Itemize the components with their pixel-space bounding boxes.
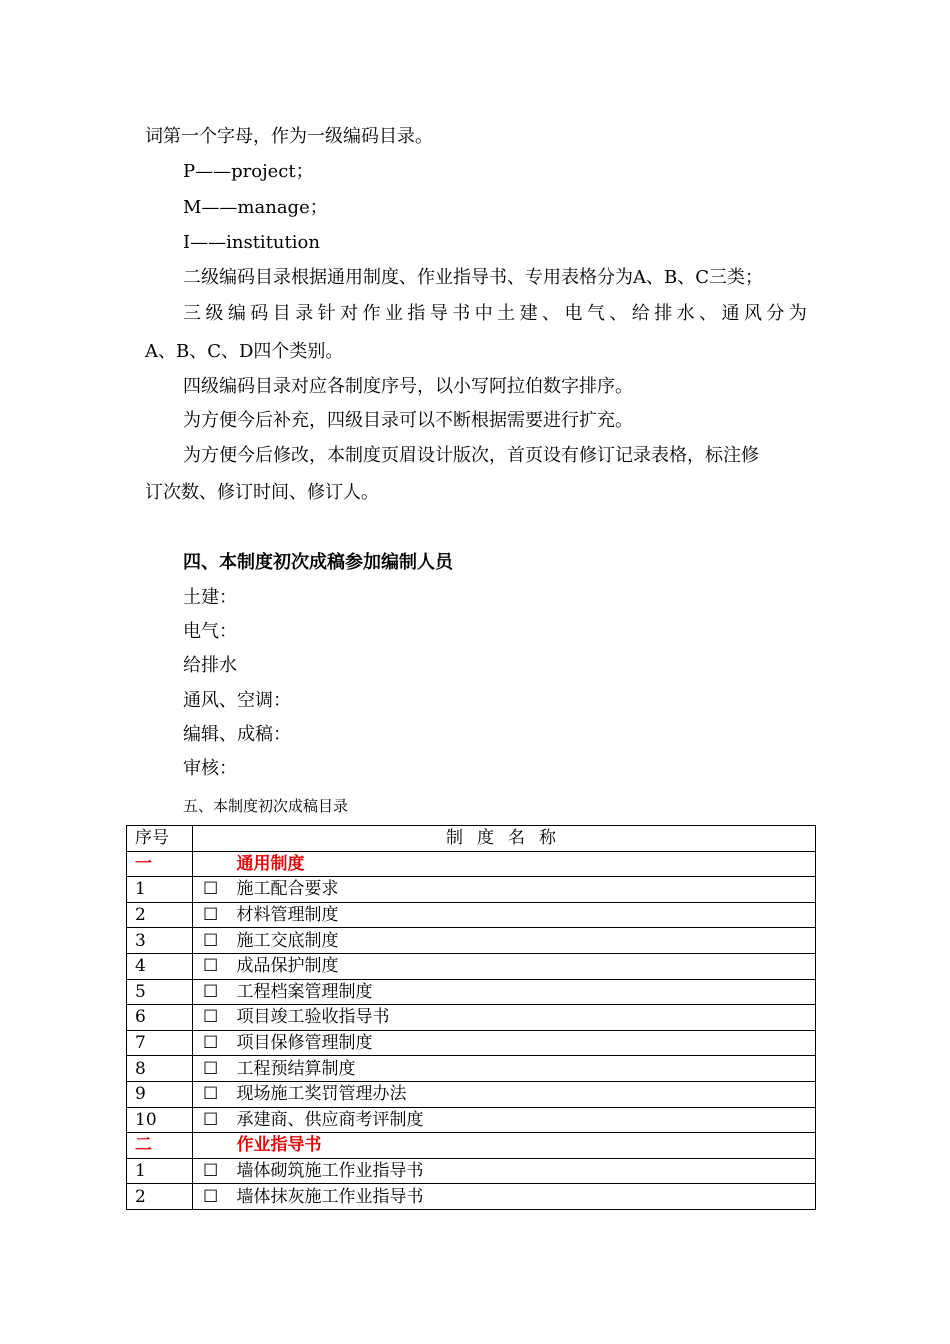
- paragraph-line: 四级编码目录对应各制度序号，以小写阿拉伯数字排序。: [183, 376, 633, 397]
- checkbox-icon: ☐: [203, 956, 219, 977]
- justified-char: 编: [227, 303, 246, 324]
- justified-char: 给: [631, 303, 650, 324]
- checkbox-cell: [193, 1184, 229, 1210]
- table-row: [127, 902, 816, 928]
- checkbox-icon: ☐: [203, 905, 219, 926]
- checkbox-cell: [193, 902, 229, 928]
- item-name: 项目竣工验收指导书: [229, 1005, 816, 1031]
- paragraph-line: 为方便今后修改，本制度页眉设计版次，首页设有修订记录表格，标注修: [183, 445, 759, 466]
- table-row: [127, 1107, 816, 1133]
- item-name: 项目保修管理制度: [229, 1030, 816, 1056]
- category-row: [127, 1133, 816, 1159]
- paragraph-line: 词第一个字母，作为一级编码目录。: [145, 126, 433, 147]
- justified-char: 水: [676, 303, 695, 324]
- checkbox-cell: [193, 979, 229, 1005]
- category-name: 作业指导书: [229, 1133, 816, 1159]
- item-name: 承建商、供应商考评制度: [229, 1107, 816, 1133]
- contributor-label: 给排水: [183, 655, 237, 676]
- row-number: 8: [127, 1056, 193, 1082]
- checkbox-icon: ☐: [203, 879, 219, 900]
- row-number: 一: [127, 851, 193, 877]
- checkbox-cell: [193, 1030, 229, 1056]
- table-header-row: [127, 826, 816, 852]
- justified-char: 土: [497, 303, 516, 324]
- justified-char: 、: [609, 303, 628, 324]
- justified-char: 导: [429, 303, 448, 324]
- justified-char: 码: [250, 303, 269, 324]
- row-number: 2: [127, 1184, 193, 1210]
- table-row: [127, 1081, 816, 1107]
- checkbox-cell: [193, 1005, 229, 1031]
- checkbox-icon: ☐: [203, 1084, 219, 1105]
- row-number: 1: [127, 1158, 193, 1184]
- item-name: 工程档案管理制度: [229, 979, 816, 1005]
- table-row: [127, 1030, 816, 1056]
- checkbox-icon: ☐: [203, 1058, 219, 1079]
- justified-char: 电: [564, 303, 583, 324]
- justified-char: 风: [743, 303, 762, 324]
- checkbox-cell: [193, 877, 229, 903]
- justified-char: 作: [362, 303, 381, 324]
- table-row: [127, 1158, 816, 1184]
- checkbox-icon: ☐: [203, 981, 219, 1002]
- section-heading: 四、本制度初次成稿参加编制人员: [183, 552, 453, 573]
- justified-char: 针: [317, 303, 336, 324]
- justified-char: 排: [654, 303, 673, 324]
- table-row: [127, 953, 816, 979]
- table-row: [127, 877, 816, 903]
- contributor-label: 编辑、成稿：: [183, 724, 291, 745]
- paragraph-line: I——institution: [183, 232, 320, 253]
- checkbox-icon: ☐: [203, 1109, 219, 1130]
- category-row: [127, 851, 816, 877]
- checkbox-icon: ☐: [203, 1186, 219, 1207]
- item-name: 材料管理制度: [229, 902, 816, 928]
- justified-char: 为: [788, 303, 807, 324]
- contributor-label: 通风、空调：: [183, 690, 291, 711]
- paragraph-line: P——project；: [183, 161, 314, 182]
- justified-char: 对: [340, 303, 359, 324]
- table-row: [127, 979, 816, 1005]
- checkbox-cell: [193, 851, 229, 877]
- justified-char: 三: [183, 303, 201, 324]
- checkbox-cell: [193, 1133, 229, 1159]
- row-number: 5: [127, 979, 193, 1005]
- toc-table: [126, 825, 816, 1210]
- item-name: 墙体抹灰施工作业指导书: [229, 1184, 816, 1210]
- header-name: 制度名称: [193, 826, 816, 852]
- row-number: 二: [127, 1133, 193, 1159]
- checkbox-icon: ☐: [203, 1033, 219, 1054]
- paragraph-line: 二级编码目录根据通用制度、作业指导书、专用表格分为A、B、C三类；: [183, 267, 763, 288]
- justified-paragraph-line: [183, 302, 807, 326]
- justified-char: 级: [205, 303, 224, 324]
- category-name: 通用制度: [229, 851, 816, 877]
- row-number: 1: [127, 877, 193, 903]
- justified-char: 目: [272, 303, 291, 324]
- table-caption: 五、本制度初次成稿目录: [183, 797, 349, 815]
- checkbox-cell: [193, 1056, 229, 1082]
- row-number: 6: [127, 1005, 193, 1031]
- item-name: 施工配合要求: [229, 877, 816, 903]
- checkbox-icon: ☐: [203, 930, 219, 951]
- row-number: 2: [127, 902, 193, 928]
- paragraph-line: 为方便今后补充，四级目录可以不断根据需要进行扩充。: [183, 410, 633, 431]
- justified-char: 分: [766, 303, 785, 324]
- justified-char: 书: [452, 303, 471, 324]
- justified-char: 中: [474, 303, 493, 324]
- row-number: 10: [127, 1107, 193, 1133]
- table-row: [127, 1056, 816, 1082]
- justified-char: 气: [586, 303, 605, 324]
- justified-char: 、: [542, 303, 560, 324]
- table-row: [127, 1005, 816, 1031]
- row-number: 4: [127, 953, 193, 979]
- checkbox-cell: [193, 1107, 229, 1133]
- table-row: [127, 928, 816, 954]
- checkbox-cell: [193, 953, 229, 979]
- paragraph-line: 订次数、修订时间、修订人。: [145, 482, 379, 503]
- justified-char: 、: [699, 303, 718, 324]
- paragraph-line: A、B、C、D四个类别。: [145, 341, 344, 362]
- contributor-label: 审核：: [183, 758, 237, 779]
- item-name: 成品保护制度: [229, 953, 816, 979]
- header-no: 序号: [127, 826, 193, 852]
- row-number: 9: [127, 1081, 193, 1107]
- justified-char: 指: [407, 303, 426, 324]
- item-name: 墙体砌筑施工作业指导书: [229, 1158, 816, 1184]
- justified-char: 录: [295, 303, 314, 324]
- item-name: 施工交底制度: [229, 928, 816, 954]
- justified-char: 通: [721, 303, 740, 324]
- item-name: 现场施工奖罚管理办法: [229, 1081, 816, 1107]
- item-name: 工程预结算制度: [229, 1056, 816, 1082]
- checkbox-icon: ☐: [203, 1007, 219, 1028]
- checkbox-cell: [193, 1081, 229, 1107]
- checkbox-icon: ☐: [203, 1161, 219, 1182]
- checkbox-cell: [193, 928, 229, 954]
- contributor-label: 电气：: [183, 621, 237, 642]
- row-number: 3: [127, 928, 193, 954]
- row-number: 7: [127, 1030, 193, 1056]
- paragraph-line: M——manage；: [183, 197, 328, 218]
- justified-char: 业: [384, 303, 403, 324]
- contributor-label: 土建：: [183, 587, 237, 608]
- checkbox-cell: [193, 1158, 229, 1184]
- justified-char: 建: [519, 303, 538, 324]
- table-row: [127, 1184, 816, 1210]
